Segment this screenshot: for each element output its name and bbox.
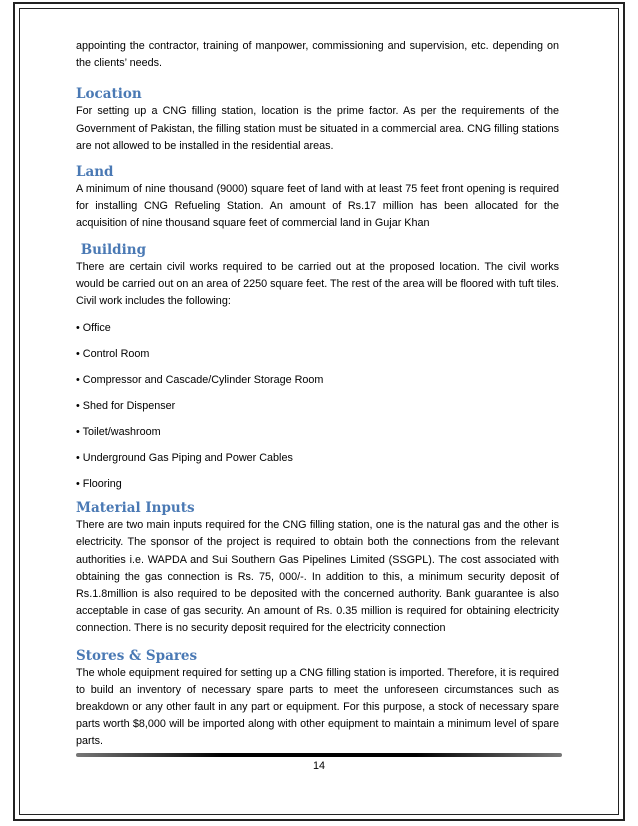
list-item: • Compressor and Cascade/Cylinder Storage Room bbox=[76, 374, 324, 387]
footer-divider bbox=[76, 753, 562, 757]
location-paragraph: For setting up a CNG filling station, location is the prime factor. As per the requirements of the Government of Pakistan, the filling station must be situated in a commercial area. CNG filling stations are not allowed to be installed in the residential areas. bbox=[76, 105, 559, 152]
building-paragraph: There are certain civil works required to be carried out at the proposed location. The civil works would be carried out on an area of 2250 square feet. The rest of the area will be floored with tuft tiles. Civil work includes the following: bbox=[76, 260, 559, 308]
intro-paragraph: appointing the contractor, training of manpower, commissioning and supervision, etc. depending on the clients’ needs. bbox=[76, 40, 559, 70]
stores-spares-paragraph: The whole equipment required for setting up a CNG filling station is imported. Therefore, it is required to build an inventory of necessary spare parts to meet the unforeseen circumstances such as breakdown or any other fault in any part or equipment. For this purpose, a stock of necessary spare parts worth $8,000 will be imported along with other equipment to maintain a minimum level of spare parts. bbox=[76, 666, 559, 748]
page-number: 14 bbox=[312, 760, 325, 772]
material-inputs-heading: Material Inputs bbox=[76, 500, 195, 517]
land-heading: Land bbox=[76, 164, 114, 181]
location-heading: Location bbox=[76, 86, 142, 103]
material-inputs-paragraph: There are two main inputs required for the CNG filling station, one is the natural gas and the other is electricity. The sponsor of the project is required to obtain both the connections from the relevant authorities i.e. WAPDA and Sui Southern Gas Pipelines Limited (SSGPL). The cost associated with obtaining the gas connection is Rs. 75, 000/-. In addition to this, a minimum security deposit of Rs.1.8million is also required to be deposited with the concerned authority. Bank guarantee is also acceptable in case of gas security. An amount of Rs. 0.35 million is required for obtaining electricity connection. There is no security deposit required for the electricity connection bbox=[76, 519, 559, 635]
list-item: • Control Room bbox=[76, 348, 150, 361]
list-item: • Office bbox=[76, 322, 111, 335]
list-item: • Toilet/washroom bbox=[76, 426, 161, 439]
building-heading: Building bbox=[76, 241, 147, 258]
list-item: • Underground Gas Piping and Power Cables bbox=[76, 452, 293, 465]
list-item: • Flooring bbox=[76, 478, 122, 491]
stores-spares-heading: Stores & Spares bbox=[76, 647, 198, 664]
land-paragraph: A minimum of nine thousand (9000) square feet of land with at least 75 feet front opening is required for installing CNG Refueling Station. An amount of Rs.17 million has been allocated for the acquisition of nine thousand square feet of commercial land in Gujar Khan bbox=[76, 183, 559, 230]
page-content bbox=[76, 38, 559, 751]
list-item: • Shed for Dispenser bbox=[76, 400, 176, 413]
